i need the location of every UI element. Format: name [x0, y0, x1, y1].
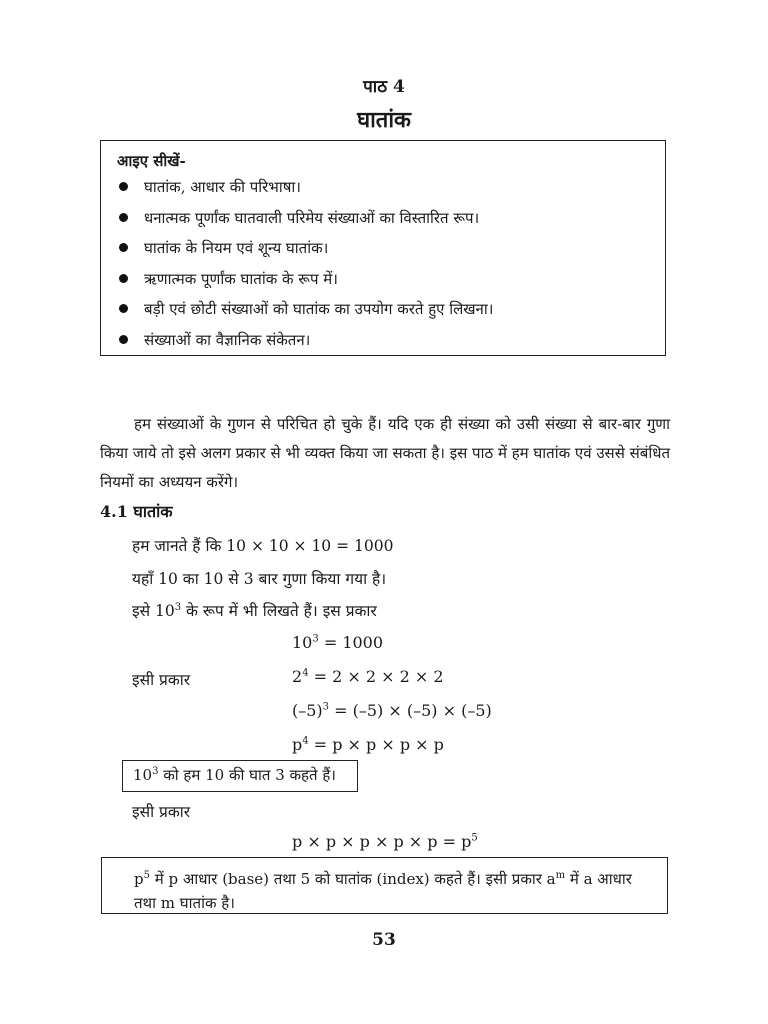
- definition-box: $10^3$ को हम 10 की घात 3 कहते हैं।: [122, 760, 358, 792]
- statement-line: हम जानते हैं कि 10 × 10 × 10 = 1000: [132, 537, 394, 555]
- list-item: धनात्मक पूर्णांक घातवाली परिमेय संख्याओं का विस्तारित रूप।: [115, 208, 493, 239]
- base-index-definition-box: $p^5$ में p आधार (base) तथा 5 को घातांक (index) कहते हैं। इसी प्रकार $a^m$ में a आधार तथा m घातांक है।: [101, 857, 668, 914]
- equation: $10^3 = 1000$: [292, 633, 384, 652]
- statement-line: यहाँ 10 का 10 से 3 बार गुणा किया गया है।: [132, 570, 387, 588]
- intro-paragraph: हम संख्याओं के गुणन से परिचित हो चुके हैं। यदि एक ही संख्या को उसी संख्या से बार-बार गुणा किया जाये तो इसे अलग प्रकार से भी व्यक्त किया जा सकता है। इस पाठ में हम घातांक एवं उससे संबंधित नियमों का अध्ययन करेंगे।: [100, 415, 670, 491]
- bullet-icon: [119, 243, 128, 252]
- chapter-title: घातांक: [357, 107, 411, 133]
- bullet-icon: [119, 213, 128, 222]
- learning-objectives-heading: आइए सीखें-: [117, 152, 186, 170]
- equation: $2^4 = 2 \times 2 \times 2 \times 2$: [292, 667, 444, 686]
- bullet-icon: [119, 274, 128, 283]
- similarly-label: इसी प्रकार: [132, 671, 191, 689]
- bullet-icon: [119, 335, 128, 344]
- section-heading: 4.1 घातांक: [100, 502, 173, 521]
- similarly-label: इसी प्रकार: [132, 803, 191, 821]
- bullet-icon: [119, 182, 128, 191]
- list-item: बड़ी एवं छोटी संख्याओं को घातांक का उपयोग करते हुए लिखना।: [115, 299, 493, 330]
- equation: $p^4 = p \times p \times p \times p$: [292, 735, 444, 754]
- lesson-number: पाठ 4: [363, 77, 405, 97]
- list-item: संख्याओं का वैज्ञानिक संकेतन।: [115, 330, 493, 361]
- equation: $p \times p \times p \times p \times p = p^5$: [292, 832, 478, 851]
- list-item: घातांक के नियम एवं शून्य घातांक।: [115, 238, 493, 269]
- equation: $(-5)^3 = (-5) \times (-5) \times (-5)$: [292, 701, 492, 720]
- list-item: घातांक, आधार की परिभाषा।: [115, 177, 493, 208]
- statement-line: इसे $10^3$ के रूप में भी लिखते हैं। इस प्रकार: [132, 601, 377, 620]
- bullet-icon: [119, 304, 128, 313]
- list-item: ऋणात्मक पूर्णांक घातांक के रूप में।: [115, 269, 493, 300]
- page-number: 53: [372, 930, 396, 950]
- learning-objectives-box: [100, 140, 666, 356]
- learning-objectives-list: [115, 177, 493, 360]
